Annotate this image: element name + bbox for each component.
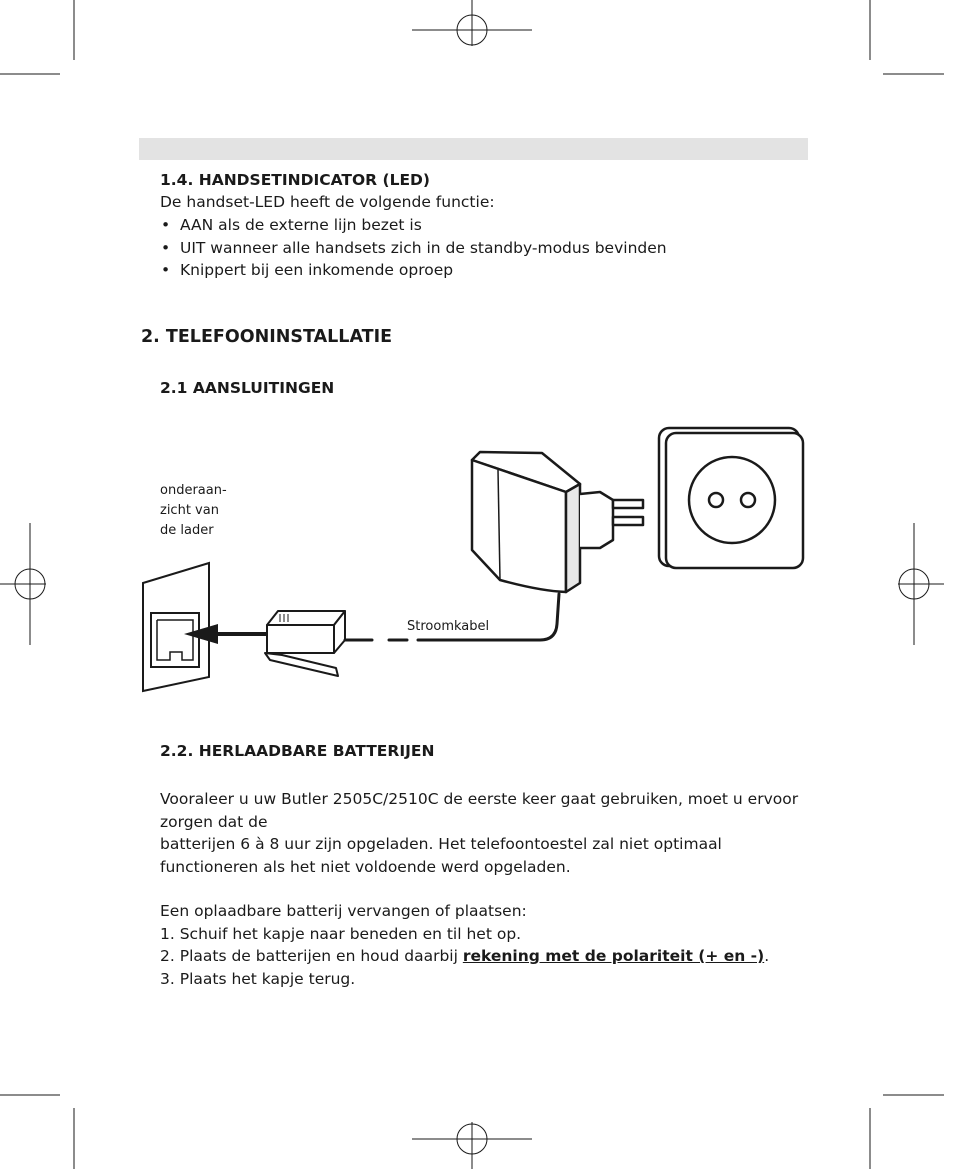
step-1: 1. Schuif het kapje naar beneden en til het op.: [160, 924, 522, 943]
polarity-emphasis: rekening met de polariteit (+ en -): [462, 947, 765, 965]
power-cable-label: Stroomkabel: [407, 619, 490, 634]
battery-charge-paragraph: Vooraleer u uw Butler 2505C/2510C de eerste keer gaat gebruiken, moet u ervoor zorgen dat de batterijen 6 à 8 uur zijn opgeladen. Het telefoontoestel zal niet optimaal functioneren als het niet voldoende werd opgeladen.: [160, 790, 799, 876]
section-heading-led: 1.4. HANDSETINDICATOR (LED): [160, 171, 430, 189]
charger-base: [143, 563, 209, 691]
section-heading-installation: 2. TELEFOONINSTALLATIE: [141, 327, 393, 347]
charger-bottom-view-label: onderaan- zicht van de lader: [160, 483, 227, 538]
section-heading-connections: 2.1 AANSLUITINGEN: [160, 379, 335, 397]
led-intro: De handset-LED heeft de volgende functie:: [160, 193, 495, 211]
step-2: 2. Plaats de batterijen en houd daarbij rekening met de polariteit (+ en -).: [160, 947, 770, 965]
section-heading-batteries: 2.2. HERLAADBARE BATTERIJEN: [160, 742, 435, 760]
power-adapter: [472, 452, 643, 592]
battery-replace-instructions: [160, 900, 810, 990]
modular-plug: [265, 611, 345, 676]
wall-socket: [659, 428, 803, 568]
list-item: • UIT wanneer alle handsets zich in de standby-modus bevinden: [160, 237, 780, 260]
step-3: 3. Plaats het kapje terug.: [160, 969, 356, 988]
list-item: • Knippert bij een inkomende oproep: [160, 259, 780, 282]
replace-intro: Een oplaadbare batterij vervangen of plaatsen:: [160, 902, 527, 920]
list-item: • AAN als de externe lijn bezet is: [160, 214, 780, 237]
power-cable: [345, 594, 559, 640]
